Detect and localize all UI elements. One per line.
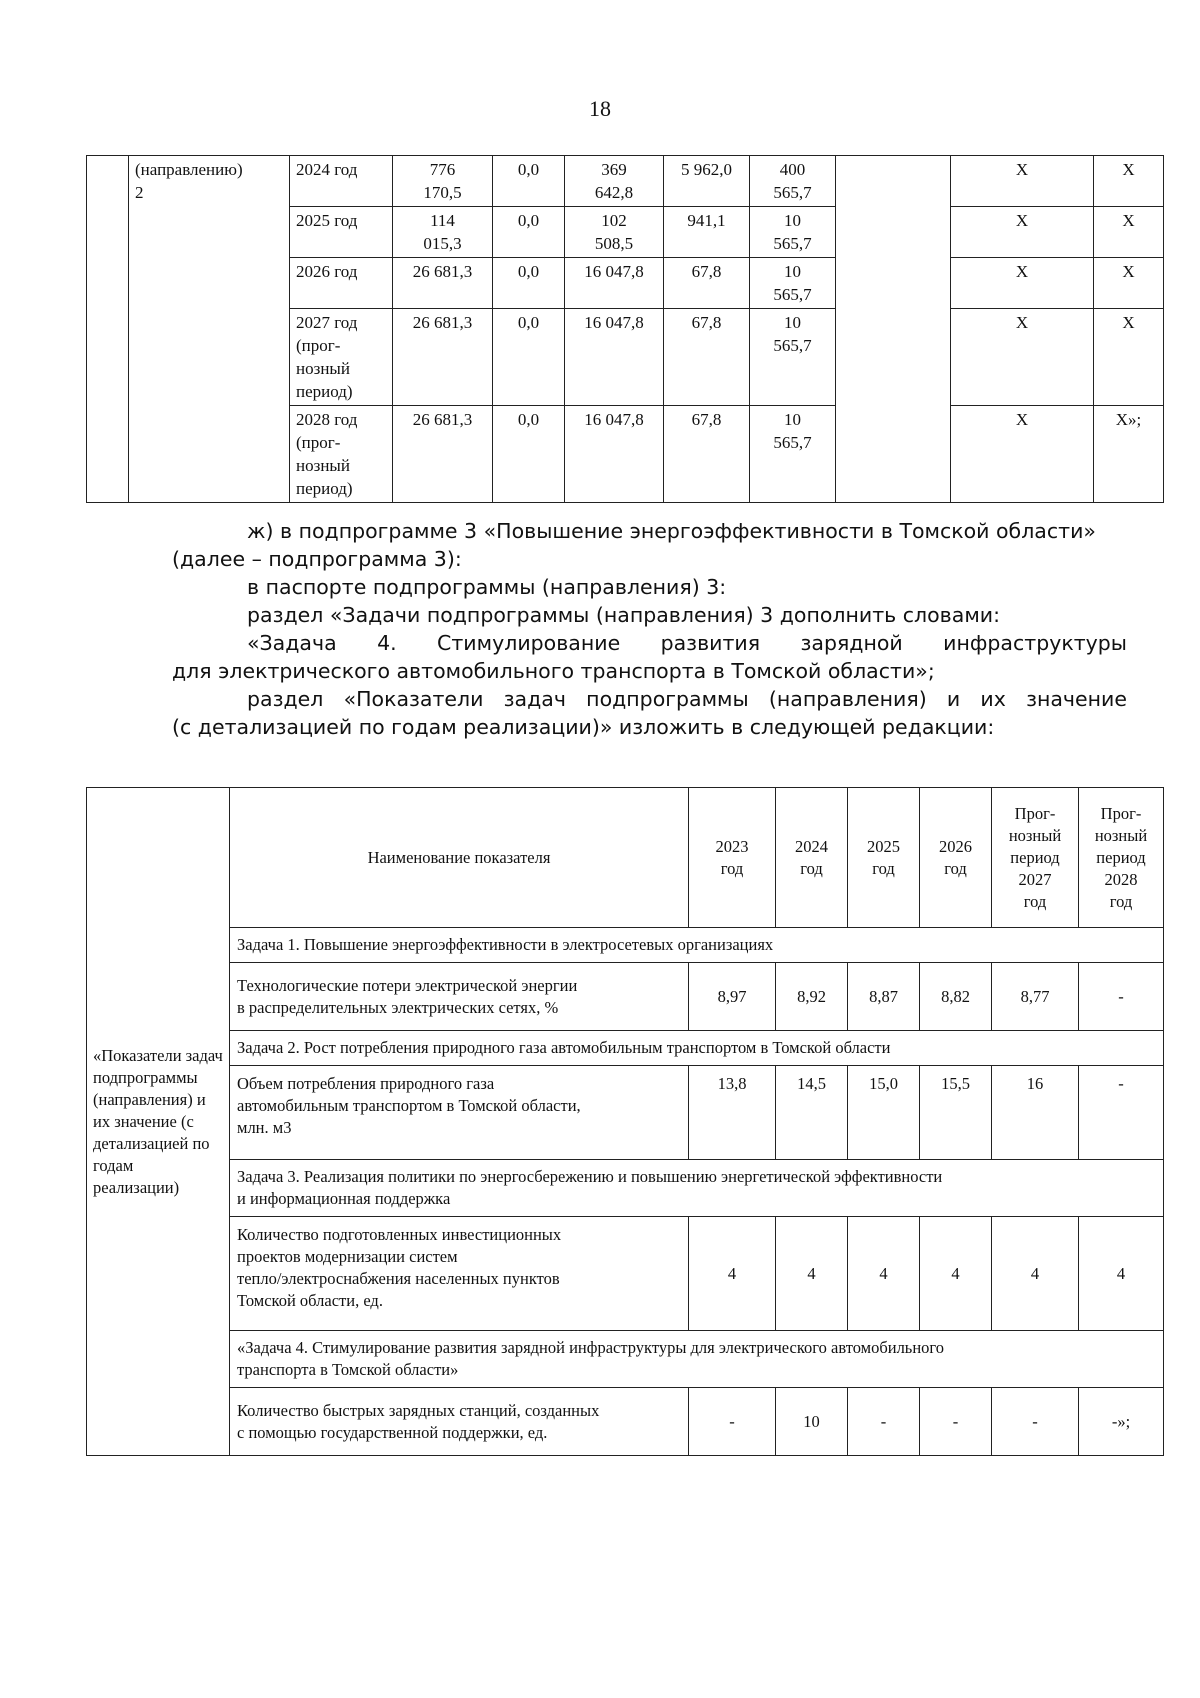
- indicator-value: 4: [992, 1217, 1079, 1331]
- value-cell: 941,1: [664, 207, 750, 258]
- indicator-value: 10: [776, 1388, 848, 1456]
- indicator-row: [87, 1066, 1164, 1160]
- header-2023: 2023 год: [689, 788, 776, 928]
- paragraph-subprogram: ж) в подпрограмме 3 «Повышение энергоэффективности в Томской области»: [247, 519, 1096, 543]
- indicator-value: -: [920, 1388, 992, 1456]
- value-cell: 0,0: [493, 258, 565, 309]
- indicator-name: Количество подготовленных инвестиционных проектов модернизации систем тепло/электроснабжения населенных пунктов Томской области, ед.: [230, 1217, 689, 1331]
- value-cell: 0,0: [493, 309, 565, 406]
- header-2025: 2025 год: [848, 788, 920, 928]
- value-cell: 10 565,7: [750, 258, 836, 309]
- indicator-value: -: [1079, 1066, 1164, 1160]
- value-cell: 0,0: [493, 406, 565, 503]
- x-cell: X»;: [1094, 406, 1164, 503]
- value-cell: 114 015,3: [393, 207, 493, 258]
- x-cell: X: [951, 406, 1094, 503]
- task-3: Задача 3. Реализация политики по энергосбережению и повышению энергетической эффективности и информационная поддержка: [230, 1160, 1164, 1217]
- x-cell: X: [951, 156, 1094, 207]
- value-cell: 10 565,7: [750, 207, 836, 258]
- value-cell: 26 681,3: [393, 258, 493, 309]
- indicator-value: 4: [689, 1217, 776, 1331]
- indicator-row: [87, 1217, 1164, 1331]
- side-label: «Показатели задач подпрограммы (направления) и их значение (с детализацией по годам реализации): [93, 1045, 223, 1197]
- value-cell: 67,8: [664, 406, 750, 503]
- header-name: Наименование показателя: [230, 788, 689, 928]
- x-cell: X: [951, 207, 1094, 258]
- indicator-value: -»;: [1079, 1388, 1164, 1456]
- year-cell: 2025 год: [290, 207, 393, 258]
- indicator-row: [87, 1388, 1164, 1456]
- direction-label: (направлению): [135, 160, 243, 179]
- paragraph-tasks-section: раздел «Задачи подпрограммы (направления) 3 дополнить словами:: [247, 603, 1001, 627]
- value-cell: 5 962,0: [664, 156, 750, 207]
- indicator-value: 14,5: [776, 1066, 848, 1160]
- value-cell: 369 642,8: [565, 156, 664, 207]
- indicator-value: 15,5: [920, 1066, 992, 1160]
- paragraph-indicators-section: раздел «Показатели задач подпрограммы (направления) и их значение: [247, 687, 1127, 711]
- value-cell: 16 047,8: [565, 258, 664, 309]
- direction-number: 2: [135, 183, 144, 202]
- task-row: [87, 1160, 1164, 1217]
- paragraph-passport: в паспорте подпрограммы (направления) 3:: [247, 575, 727, 599]
- task-1: Задача 1. Повышение энергоэффективности в электросетевых организациях: [230, 928, 1164, 963]
- paragraph-task4-cont: для электрического автомобильного транспорта в Томской области»;: [172, 659, 935, 683]
- indicator-value: 8,77: [992, 963, 1079, 1031]
- header-2024: 2024 год: [776, 788, 848, 928]
- value-cell: 26 681,3: [393, 309, 493, 406]
- indicator-name: Объем потребления природного газа автомобильным транспортом в Томской области, млн. м3: [230, 1066, 689, 1160]
- indicator-name: Технологические потери электрической энергии в распределительных электрических сетях, %: [230, 963, 689, 1031]
- paragraph-task4: «Задача 4. Стимулирование развития зарядной инфраструктуры: [247, 631, 1127, 655]
- value-cell: 0,0: [493, 156, 565, 207]
- task-4: «Задача 4. Стимулирование развития зарядной инфраструктуры для электрического автомобильного транспорта в Томской области»: [230, 1331, 1164, 1388]
- indicators-table: [86, 787, 1164, 1456]
- indicator-row: [87, 963, 1164, 1031]
- task-row: [87, 1331, 1164, 1388]
- indicator-value: 8,87: [848, 963, 920, 1031]
- value-cell: 776 170,5: [393, 156, 493, 207]
- x-cell: X: [951, 309, 1094, 406]
- header-2026: 2026 год: [920, 788, 992, 928]
- value-cell: 400 565,7: [750, 156, 836, 207]
- indicator-value: 4: [1079, 1217, 1164, 1331]
- indicator-value: 8,92: [776, 963, 848, 1031]
- indicator-value: -: [848, 1388, 920, 1456]
- task-2: Задача 2. Рост потребления природного газа автомобильным транспортом в Томской области: [230, 1031, 1164, 1066]
- value-cell: 10 565,7: [750, 309, 836, 406]
- amendment-text: [172, 517, 1127, 741]
- year-cell: 2026 год: [290, 258, 393, 309]
- indicator-value: -: [992, 1388, 1079, 1456]
- indicator-value: 4: [920, 1217, 992, 1331]
- value-cell: 16 047,8: [565, 406, 664, 503]
- indicator-value: 15,0: [848, 1066, 920, 1160]
- blank-cell: [836, 156, 951, 503]
- header-2028: Прог- нозный период 2028 год: [1079, 788, 1164, 928]
- x-cell: X: [1094, 258, 1164, 309]
- value-cell: 67,8: [664, 258, 750, 309]
- value-cell: 16 047,8: [565, 309, 664, 406]
- paragraph-subprogram-cont: (далее – подпрограмма 3):: [172, 547, 462, 571]
- indicator-value: -: [1079, 963, 1164, 1031]
- value-cell: 26 681,3: [393, 406, 493, 503]
- x-cell: X: [1094, 309, 1164, 406]
- page-number: 18: [589, 96, 611, 121]
- task-row: [87, 928, 1164, 963]
- blank-cell: [87, 156, 129, 503]
- year-cell: 2027 год (прог- нозный период): [290, 309, 393, 406]
- indicator-value: 8,97: [689, 963, 776, 1031]
- side-label-cell: [87, 788, 230, 1456]
- x-cell: X: [951, 258, 1094, 309]
- year-cell: 2028 год (прог- нозный период): [290, 406, 393, 503]
- indicator-value: 4: [848, 1217, 920, 1331]
- indicator-value: 4: [776, 1217, 848, 1331]
- header-row: [87, 788, 1164, 928]
- value-cell: 102 508,5: [565, 207, 664, 258]
- x-cell: X: [1094, 156, 1164, 207]
- value-cell: 67,8: [664, 309, 750, 406]
- indicator-value: -: [689, 1388, 776, 1456]
- paragraph-indicators-cont: (с детализацией по годам реализации)» изложить в следующей редакции:: [172, 715, 995, 739]
- value-cell: 10 565,7: [750, 406, 836, 503]
- indicator-value: 16: [992, 1066, 1079, 1160]
- value-cell: 0,0: [493, 207, 565, 258]
- indicator-name: Количество быстрых зарядных станций, созданных с помощью государственной поддержки, ед.: [230, 1388, 689, 1456]
- header-2027: Прог- нозный период 2027 год: [992, 788, 1079, 928]
- table-row: [87, 156, 1164, 207]
- direction-label-cell: [129, 156, 290, 503]
- x-cell: X: [1094, 207, 1164, 258]
- indicator-value: 13,8: [689, 1066, 776, 1160]
- indicator-value: 8,82: [920, 963, 992, 1031]
- funding-table: [86, 155, 1164, 503]
- task-row: [87, 1031, 1164, 1066]
- year-cell: 2024 год: [290, 156, 393, 207]
